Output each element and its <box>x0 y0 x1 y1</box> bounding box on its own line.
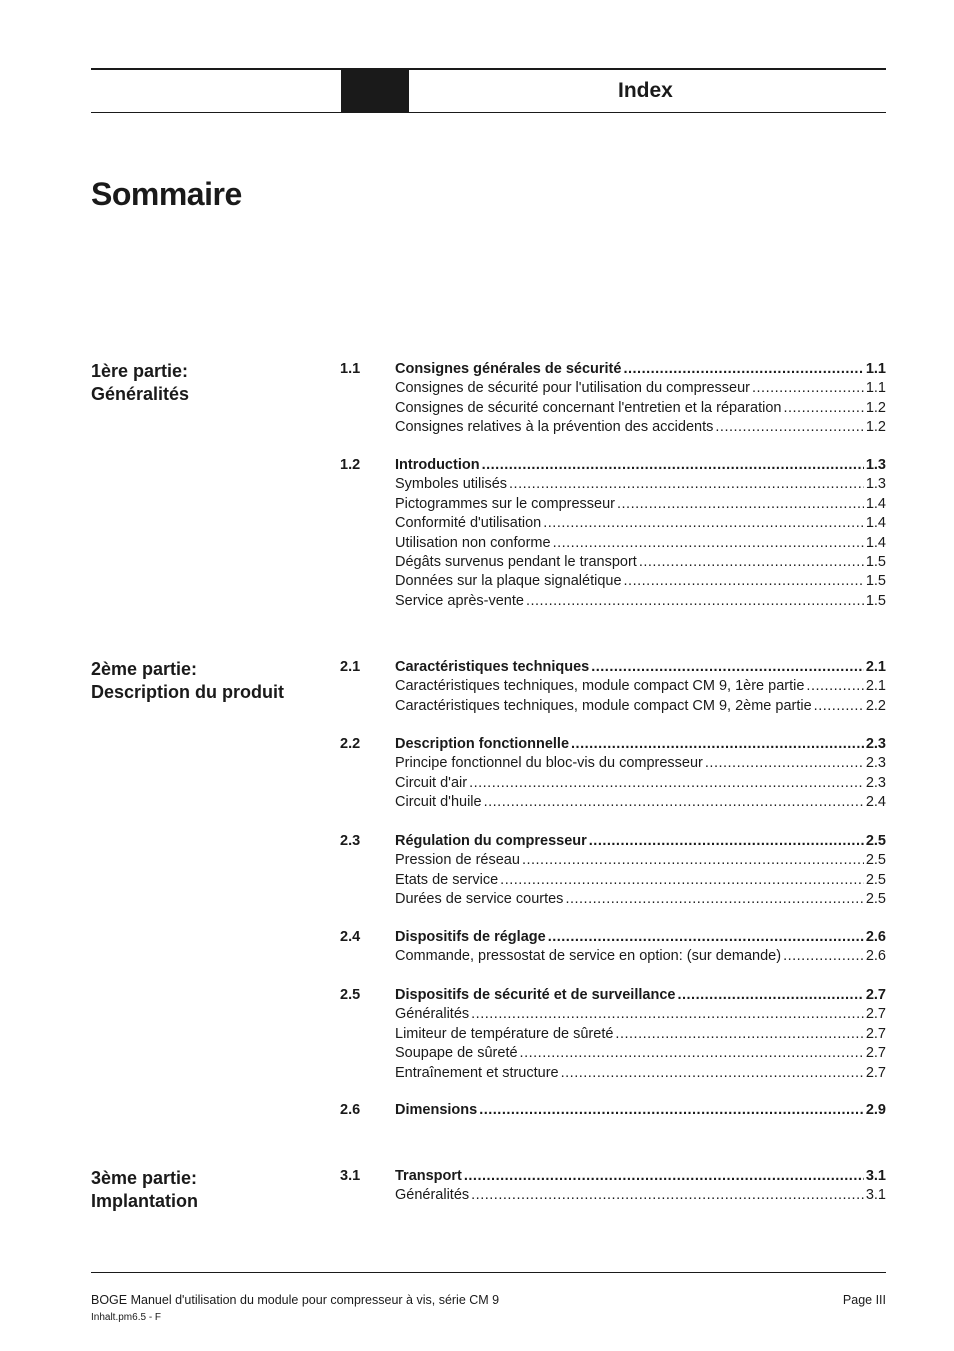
dot-leader <box>715 418 863 437</box>
page-title: Sommaire <box>91 176 242 212</box>
toc-page: 2.7 <box>865 1006 886 1023</box>
toc-page: 1.5 <box>865 573 886 590</box>
part-label-line2: Implantation <box>91 1191 198 1211</box>
part-3-label <box>91 1167 198 1213</box>
section-number: 2.4 <box>340 929 361 945</box>
toc-page: 2.5 <box>865 833 886 849</box>
toc-page: 2.5 <box>865 891 886 908</box>
dot-leader <box>543 514 864 533</box>
section-number: 2.2 <box>340 736 361 752</box>
toc-label: Consignes de sécurité concernant l'entretien et la réparation <box>395 399 782 416</box>
dot-leader <box>522 851 864 870</box>
toc-label: Caractéristiques techniques, module compact CM 9, 2ème partie <box>395 697 812 714</box>
section-number: 1.2 <box>340 457 361 473</box>
part-label-line1: 1ère partie: <box>91 361 189 381</box>
toc-label: Dispositifs de réglage <box>395 929 546 945</box>
dot-leader <box>464 1167 864 1186</box>
part-2-label <box>91 658 284 704</box>
toc-label: Conformité d'utilisation <box>395 515 542 532</box>
toc-page: 2.4 <box>865 794 886 811</box>
toc-entry[interactable] <box>395 658 886 677</box>
toc-entry[interactable] <box>395 851 886 870</box>
toc-entry[interactable] <box>395 360 886 379</box>
section-number: 2.3 <box>340 833 361 849</box>
toc-entry[interactable] <box>395 1025 886 1044</box>
part-label-line2: Description du produit <box>91 682 284 702</box>
toc-page: 2.2 <box>865 697 886 714</box>
toc-entry[interactable] <box>395 677 886 696</box>
toc-entry[interactable] <box>395 592 886 611</box>
toc-entry[interactable] <box>395 514 886 533</box>
part-label-line1: 3ème partie: <box>91 1168 198 1188</box>
toc-entry[interactable] <box>395 456 886 475</box>
toc-page: 2.6 <box>865 948 886 965</box>
dot-leader <box>615 1025 863 1044</box>
toc-page: 1.4 <box>865 495 886 512</box>
section-number: 2.1 <box>340 659 361 675</box>
dot-leader <box>624 572 864 591</box>
toc-label: Description fonctionnelle <box>395 736 570 752</box>
dot-leader <box>752 379 864 398</box>
dot-leader <box>509 475 864 494</box>
toc-page: 2.7 <box>865 1045 886 1062</box>
toc-label: Utilisation non conforme <box>395 534 551 551</box>
toc-page: 2.5 <box>865 852 886 869</box>
dot-leader <box>783 947 864 966</box>
toc-label: Transport <box>395 1168 462 1184</box>
toc-page: 1.4 <box>865 515 886 532</box>
toc-label: Limiteur de température de sûreté <box>395 1025 614 1042</box>
toc-label: Consignes relatives à la prévention des accidents <box>395 419 714 436</box>
toc-entry[interactable] <box>395 774 886 793</box>
toc-entry[interactable] <box>395 418 886 437</box>
toc-page: 2.7 <box>865 1064 886 1081</box>
dot-leader <box>565 890 863 909</box>
toc-entry[interactable] <box>395 947 886 966</box>
toc-label: Consignes générales de sécurité <box>395 361 622 377</box>
toc-label: Régulation du compresseur <box>395 833 587 849</box>
part-1-label <box>91 360 189 406</box>
dot-leader <box>639 553 864 572</box>
toc-label: Commande, pressostat de service en option: (sur demande) <box>395 948 782 965</box>
toc-label: Généralités <box>395 1006 470 1023</box>
dot-leader <box>561 1064 864 1083</box>
dot-leader <box>705 754 864 773</box>
section-number: 2.5 <box>340 987 361 1003</box>
toc-page: 1.2 <box>865 399 886 416</box>
footer-rule <box>91 1272 886 1273</box>
toc-entry[interactable] <box>395 754 886 773</box>
toc-page: 1.5 <box>865 554 886 570</box>
toc-label: Caractéristiques techniques <box>395 659 590 675</box>
toc-page: 3.1 <box>865 1168 886 1184</box>
dot-leader <box>484 793 864 812</box>
header-title: Index <box>618 79 673 102</box>
section-number: 1.1 <box>340 361 361 377</box>
toc-label: Soupape de sûreté <box>395 1045 518 1062</box>
toc-page: 2.7 <box>865 1025 886 1042</box>
toc-page: 2.5 <box>865 871 886 888</box>
toc-page: 1.1 <box>865 380 886 397</box>
toc-page: 1.5 <box>865 592 886 609</box>
dot-leader <box>548 928 864 947</box>
toc-entry[interactable] <box>395 495 886 514</box>
toc-page: 2.6 <box>865 929 886 945</box>
toc-label: Pictogrammes sur le compresseur <box>395 495 615 512</box>
dot-leader <box>783 399 863 418</box>
section-number: 2.6 <box>340 1102 361 1118</box>
toc-page: 2.1 <box>865 659 886 675</box>
dot-leader <box>591 658 864 677</box>
dot-leader <box>479 1101 864 1120</box>
toc-entry[interactable] <box>395 1186 886 1205</box>
toc-page: 2.3 <box>865 774 886 791</box>
dot-leader <box>814 697 864 716</box>
toc-entry[interactable] <box>395 697 886 716</box>
toc-page: 1.1 <box>865 361 886 377</box>
dot-leader <box>500 871 864 890</box>
toc-page: 1.3 <box>865 457 886 473</box>
part-label-line2: Généralités <box>91 384 190 404</box>
toc-page: 2.3 <box>865 755 886 772</box>
toc-entry[interactable] <box>395 890 886 909</box>
toc-entry[interactable] <box>395 1044 886 1063</box>
toc-label: Durées de service courtes <box>395 891 564 908</box>
toc-entry[interactable] <box>395 1064 886 1083</box>
toc-entry[interactable] <box>395 1167 886 1186</box>
toc-entry[interactable] <box>395 534 886 553</box>
toc-label: Généralités <box>395 1187 470 1204</box>
dot-leader <box>623 360 863 379</box>
toc-page: 1.2 <box>865 419 886 436</box>
dot-leader <box>553 534 864 553</box>
toc-label: Données sur la plaque signalétique <box>395 573 622 590</box>
toc-page: 2.9 <box>865 1102 886 1118</box>
toc-entry[interactable] <box>395 553 886 572</box>
toc-entry[interactable] <box>395 986 886 1005</box>
toc-label: Dispositifs de sécurité et de surveillance <box>395 987 676 1003</box>
toc-label: Introduction <box>395 457 480 473</box>
dot-leader <box>571 735 864 754</box>
toc-entry[interactable] <box>395 928 886 947</box>
toc-label: Circuit d'huile <box>395 794 482 811</box>
part-label-line1: 2ème partie: <box>91 659 198 679</box>
header-rule-bottom <box>91 112 886 113</box>
footer-manual-title: BOGE Manuel d'utilisation du module pour compresseur à vis, série CM 9 <box>91 1293 500 1307</box>
toc-entry[interactable] <box>395 735 886 754</box>
toc-label: Dimensions <box>395 1102 478 1118</box>
dot-leader <box>526 592 864 611</box>
toc-entry[interactable] <box>395 793 886 812</box>
toc-label: Entraînement et structure <box>395 1064 559 1081</box>
toc-entry[interactable] <box>395 399 886 418</box>
toc-entry[interactable] <box>395 1101 886 1120</box>
header-black-block <box>341 68 409 113</box>
toc-entry[interactable] <box>395 572 886 591</box>
toc-label: Service après-vente <box>395 592 524 609</box>
dot-leader <box>471 1186 864 1205</box>
toc-page: 2.7 <box>865 987 886 1003</box>
dot-leader <box>589 832 864 851</box>
dot-leader <box>617 495 864 514</box>
toc-label: Symboles utilisés <box>395 476 508 493</box>
toc-page: 2.1 <box>865 678 886 695</box>
toc-label: Etats de service <box>395 871 499 888</box>
toc-entry[interactable] <box>395 379 886 398</box>
toc-label: Caractéristiques techniques, module compact CM 9, 1ère partie <box>395 678 805 695</box>
toc-entry[interactable] <box>395 1005 886 1024</box>
toc-entry[interactable] <box>395 832 886 851</box>
dot-leader <box>806 677 863 696</box>
page-header <box>91 68 886 114</box>
dot-leader <box>677 986 863 1005</box>
section-number: 3.1 <box>340 1168 361 1184</box>
header-rule-top <box>91 68 886 70</box>
toc-label: Consignes de sécurité pour l'utilisation du compresseur <box>395 380 750 397</box>
dot-leader <box>520 1044 864 1063</box>
toc-label: Principe fonctionnel du bloc-vis du compresseur <box>395 755 703 772</box>
dot-leader <box>469 774 864 793</box>
footer-page-number: Page III <box>842 1293 886 1307</box>
toc-page: 1.3 <box>865 476 886 493</box>
dot-leader <box>471 1005 864 1024</box>
toc-label: Pression de réseau <box>395 852 520 869</box>
toc-label: Dégâts survenus pendant le transport <box>395 554 637 570</box>
dot-leader <box>482 456 864 475</box>
toc-label: Circuit d'air <box>395 774 468 791</box>
toc-entry[interactable] <box>395 871 886 890</box>
toc-page: 1.4 <box>865 534 886 551</box>
toc-entry[interactable] <box>395 475 886 494</box>
toc-page: 2.3 <box>865 736 886 752</box>
footer-file-name: Inhalt.pm6.5 - F <box>91 1312 162 1323</box>
toc-page: 3.1 <box>865 1187 886 1204</box>
